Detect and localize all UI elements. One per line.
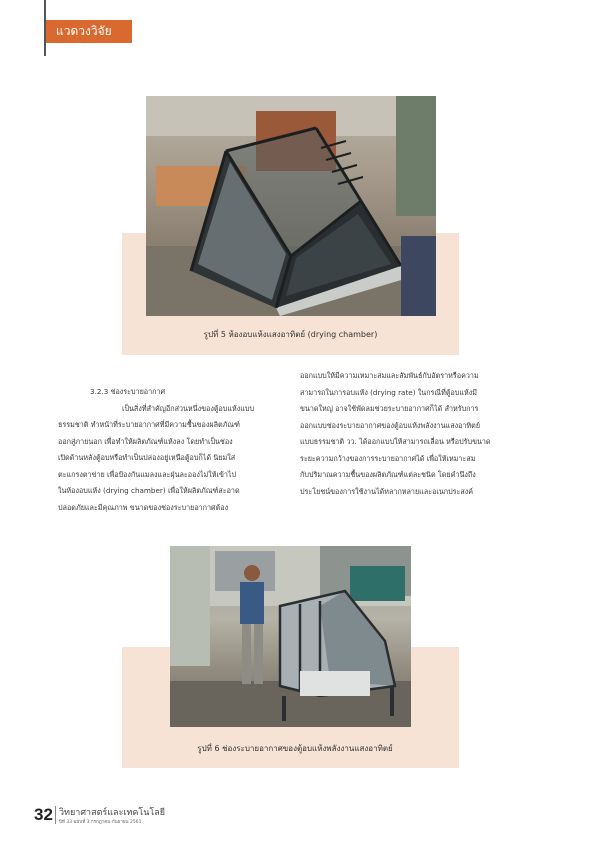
footer-divider: [55, 806, 56, 824]
section-heading: 3.2.3 ช่องระบายอากาศ: [90, 387, 166, 396]
article-right-column: [300, 368, 540, 500]
paragraph-line: ตะแกรงตาข่าย เพื่อป้องกันแมลงและฝุ่นละอองไม่ให้เข้าไป: [58, 469, 237, 479]
paragraph-line: แบบธรรมชาติ วว. ได้ออกแบบให้สามารถเลื่อน หรือปรับขนาด: [300, 437, 491, 446]
paragraph-line: สามารถในการอบแห้ง (drying rate) ในกรณีที่ตู้อบแห้งมี: [300, 387, 477, 397]
paragraph-line: ออกสู่ภายนอก เพื่อทำให้ผลิตภัณฑ์แห้งลง โดยทำเป็นช่อง: [58, 436, 233, 446]
paragraph-line: ในห้องอบแห้ง (drying chamber) เพื่อให้ผลิตภัณฑ์สะอาด: [58, 486, 240, 495]
figure-5-caption: รูปที่ 5 ห้องอบแห้งแสงอาทิตย์ (drying chamber): [203, 330, 378, 339]
journal-issue: ปีที่ 33 ฉบับที่ 3 กรกฎาคม-กันยายน 2561: [59, 820, 142, 825]
figure-6-caption: รูปที่ 6 ช่องระบายอากาศของตู้อบแห้งพลังงานแสงอาทิตย์: [197, 744, 393, 753]
journal-title: วิทยาศาสตร์และเทคโนโลยี: [59, 808, 166, 818]
paragraph-line: กับปริมาณความชื้นของผลิตภัณฑ์แต่ละชนิด โดยคำนึงถึง: [300, 470, 476, 479]
page-number: 32: [34, 805, 53, 824]
paragraph-line: ระยะความกว้างของการระบายอากาศได้ เพื่อให้เหมาะสม: [300, 453, 476, 463]
paragraph-line: ประโยชน์ของการใช้งานได้หลากหลายและอเนกประสงค์: [300, 486, 474, 496]
paragraph-line: ปลอดภัยและมีคุณภาพ ขนาดของช่องระบายอากาศต้อง: [58, 502, 229, 512]
paragraph-line: ออกแบบให้มีความเหมาะสมและสัมพันธ์กับอัตราหรือความ: [300, 371, 479, 380]
figure-6-photo: [170, 546, 411, 727]
section-tab: แวดวงวิจัย: [46, 20, 132, 43]
figure-5-photo: [146, 96, 436, 316]
paragraph-line: ออกแบบช่องระบายอากาศของตู้อบแห้งพลังงานแสงอาทิตย์: [300, 420, 481, 430]
paragraph-line: เปิดด้านหลังตู้อบหรือทำเป็นปล่องอยู่เหนือตู้อบก็ได้ นิยมใส่: [58, 453, 236, 462]
paragraph-line: ขนาดใหญ่ อาจใช้พัดลมช่วยระบายอากาศก็ได้ สำหรับการ: [300, 404, 479, 413]
paragraph-line: ธรรมชาติ ทำหน้าที่ระบายอากาศที่มีความชื้นของผลิตภัณฑ์: [58, 420, 241, 429]
article-left-column: [58, 384, 289, 516]
paragraph-line: เป็นสิ่งที่สำคัญอีกส่วนหนึ่งของตู้อบแห้งแบบ: [122, 403, 255, 413]
